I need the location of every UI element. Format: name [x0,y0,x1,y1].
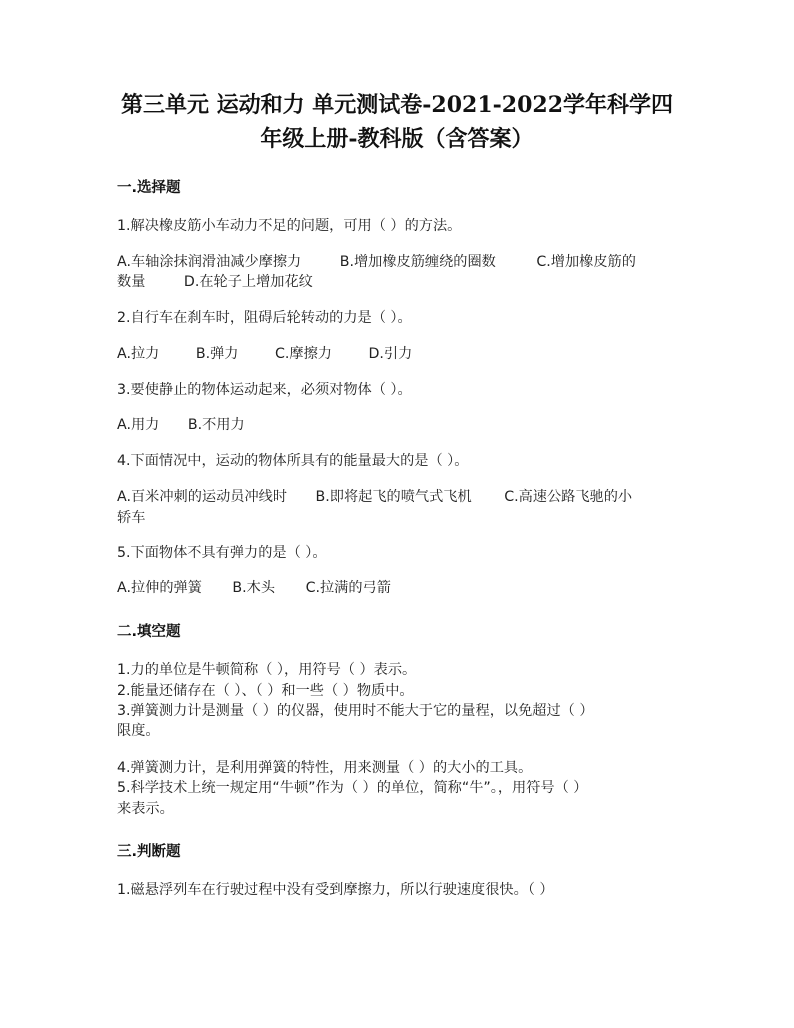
choice-question-1-options-line-2 [117,272,313,292]
choice-question-5-options [117,578,391,598]
choice-option: A.百米冲刺的运动员冲线时 [117,489,288,505]
choice-option: B.即将起飞的喷气式飞机 [315,489,472,505]
section-heading-choice: 一.选择题 [117,180,181,196]
choice-option: 轿车 [117,510,146,526]
choice-option: C.摩擦力 [275,346,332,362]
choice-question-2: 2.自行车在刹车时，阻碍后轮转动的力是（ ）。 [117,310,412,326]
judge-question-1: 1.磁悬浮列车在行驶过程中没有受到摩擦力，所以行驶速度很快。（ ） [117,882,554,898]
title-line-1: 第三单元 运动和力 单元测试卷-2021-2022学年科学四 [120,92,674,118]
choice-option: B.不用力 [187,417,245,433]
choice-question-1-options-line-1 [117,252,636,272]
choice-option: B.增加橡皮筋缠绕的圈数 [339,254,496,270]
choice-option: 数量 [117,274,146,290]
fill-question-3-line-1: 3.弹簧测力计是测量（ ）的仪器，使用时不能大于它的量程，以免超过（ ） [117,703,594,719]
choice-question-3: 3.要使静止的物体运动起来，必须对物体（ ）。 [117,382,412,398]
choice-option: A.拉伸的弹簧 [117,580,202,596]
fill-question-3-line-2: 限度。 [117,723,160,739]
fill-question-1: 1.力的单位是牛顿简称（ ），用符号（ ）表示。 [117,662,417,678]
choice-question-2-options [117,344,412,364]
section-heading-judge: 三.判断题 [117,844,181,860]
choice-option: D.引力 [368,346,413,362]
fill-question-5-line-2: 来表示。 [117,801,174,817]
fill-question-5-line-1: 5.科学技术上统一规定用“牛顿”作为（ ）的单位，简称“牛”。，用符号（ ） [117,780,588,796]
choice-option: D.在轮子上增加花纹 [183,274,313,290]
section-heading-fill: 二.填空题 [117,624,181,640]
choice-question-1: 1.解决橡皮筋小车动力不足的问题，可用（ ）的方法。 [117,218,462,234]
choice-option: C.拉满的弓箭 [305,580,391,596]
choice-question-5: 5.下面物体不具有弹力的是（ ）。 [117,545,327,561]
choice-option: C.增加橡皮筋的 [536,254,636,270]
choice-question-4-options-line-1 [117,487,632,507]
document-title [100,88,694,156]
title-line-2: 年级上册-教科版（含答案） [260,126,534,152]
fill-question-4: 4.弹簧测力计，是利用弹簧的特性，用来测量（ ）的大小的工具。 [117,760,533,776]
choice-question-4: 4.下面情况中，运动的物体所具有的能量最大的是（ ）。 [117,453,469,469]
choice-question-4-options-line-2 [117,508,145,528]
choice-option: A.拉力 [117,346,160,362]
fill-question-2: 2.能量还储存在（ ）、（ ）和一些（ ）物质中。 [117,683,414,699]
choice-option: B.弹力 [195,346,239,362]
choice-option: C.高速公路飞驰的小 [504,489,633,505]
choice-question-3-options [117,415,245,435]
choice-option: A.车轴涂抹润滑油减少摩擦力 [117,254,302,270]
choice-option: A.用力 [117,417,160,433]
choice-option: B.木头 [232,580,276,596]
